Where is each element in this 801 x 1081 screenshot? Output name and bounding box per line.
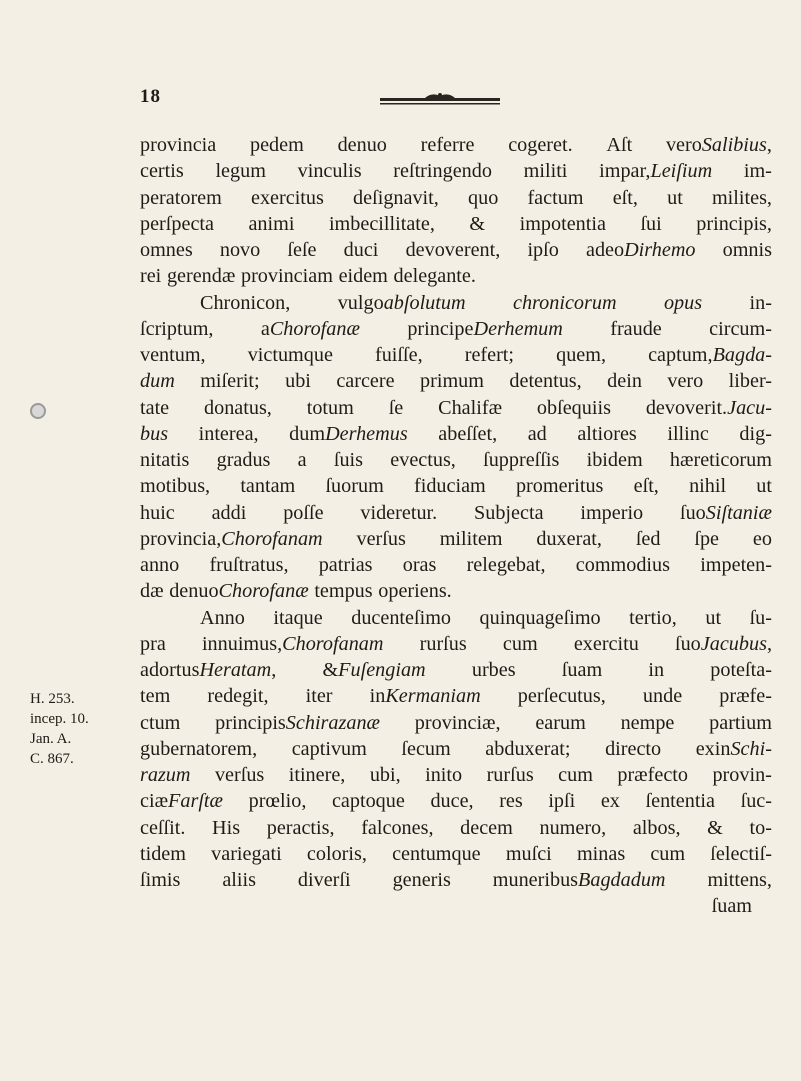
margin-note bbox=[30, 689, 89, 769]
word: præfe- bbox=[719, 685, 772, 708]
italic-word: bus bbox=[140, 422, 169, 445]
word: provin- bbox=[712, 764, 772, 786]
word: diverſi bbox=[297, 869, 351, 891]
word: im- bbox=[743, 160, 772, 183]
word: ſuc- bbox=[740, 790, 772, 813]
margin-note-line: C. 867. bbox=[30, 751, 74, 767]
word: evectus, bbox=[390, 449, 456, 471]
word: partium bbox=[709, 711, 772, 734]
word bbox=[666, 132, 767, 158]
word: redegit, bbox=[207, 685, 269, 708]
word: legum bbox=[215, 160, 266, 183]
word bbox=[202, 631, 384, 657]
word: hæreticorum bbox=[669, 449, 772, 471]
italic-word: Chorofanæ bbox=[218, 580, 309, 603]
word: rurſus bbox=[419, 632, 467, 655]
word: ipſi bbox=[548, 790, 576, 813]
word: to- bbox=[749, 816, 772, 839]
word: in bbox=[369, 685, 386, 708]
text-line bbox=[140, 526, 772, 552]
word: provincia bbox=[140, 134, 217, 156]
word: tate bbox=[140, 396, 170, 419]
margin-note-line: H. 253. bbox=[30, 691, 75, 707]
word: vinculis bbox=[297, 160, 362, 183]
text-line bbox=[140, 473, 772, 499]
text-line bbox=[140, 631, 772, 657]
word: motibus, bbox=[140, 475, 211, 498]
word: gubernatorem, bbox=[140, 737, 258, 760]
text-line bbox=[140, 263, 772, 289]
italic-word: Dirhemo bbox=[624, 239, 696, 261]
word: generis bbox=[392, 869, 451, 891]
word: unde bbox=[642, 685, 683, 708]
word: ſui bbox=[640, 212, 662, 235]
word: præfecto bbox=[617, 764, 688, 786]
word: imbecillitate, bbox=[328, 212, 435, 235]
word: ubi bbox=[285, 370, 311, 393]
word bbox=[140, 788, 223, 814]
word: directo bbox=[605, 737, 662, 760]
italic-word: Chorofanam bbox=[221, 527, 323, 550]
word: ſed bbox=[635, 527, 661, 550]
text-line bbox=[140, 736, 772, 762]
word: & bbox=[322, 659, 339, 681]
word: abduxerat; bbox=[485, 737, 571, 760]
word: Chalifæ bbox=[438, 396, 503, 419]
word: fraude bbox=[610, 317, 662, 340]
word: provinciæ, bbox=[414, 711, 501, 734]
word: nihil bbox=[689, 475, 727, 498]
word: ut bbox=[667, 186, 683, 209]
text-line bbox=[140, 578, 772, 604]
word: mittens, bbox=[707, 869, 772, 891]
text-line bbox=[140, 158, 772, 184]
word: numero, bbox=[539, 816, 607, 839]
word: principis bbox=[215, 711, 286, 734]
word: dum bbox=[289, 422, 326, 445]
word: gerendæ bbox=[166, 265, 236, 288]
word: res bbox=[499, 790, 523, 813]
word bbox=[675, 631, 767, 657]
word bbox=[493, 867, 666, 893]
word: ibidem bbox=[586, 449, 643, 471]
word: ſuppreſſis bbox=[483, 449, 560, 471]
word: Subjecta bbox=[474, 501, 544, 524]
word: ubi, bbox=[369, 764, 401, 786]
word: ut bbox=[756, 475, 772, 498]
word: rurſus bbox=[486, 764, 534, 786]
word: prœlio, bbox=[248, 790, 307, 813]
word: cogeret. bbox=[508, 134, 573, 156]
word: altiores bbox=[577, 422, 637, 445]
text-line bbox=[140, 841, 772, 867]
word: oras bbox=[402, 554, 437, 576]
text-line bbox=[140, 316, 772, 342]
word: provinciam bbox=[240, 265, 333, 288]
word: , bbox=[271, 659, 277, 681]
word: principe bbox=[407, 317, 474, 340]
word: perſpecta bbox=[140, 212, 214, 235]
word: ctum bbox=[140, 711, 181, 734]
italic-word: Derhemus bbox=[325, 422, 408, 445]
text-line bbox=[140, 605, 772, 631]
word: imperio bbox=[580, 501, 644, 524]
word: exin bbox=[695, 737, 731, 760]
word: quem, bbox=[556, 344, 607, 366]
italic-word: Kermaniam bbox=[385, 685, 481, 708]
word: peractis, bbox=[266, 816, 335, 839]
word bbox=[646, 395, 772, 421]
italic-word: Derhemum bbox=[473, 317, 563, 340]
word: & bbox=[707, 816, 723, 839]
word: centumque bbox=[392, 842, 481, 865]
word: dæ bbox=[140, 580, 164, 603]
word: verſus bbox=[214, 764, 265, 786]
word: ſecum bbox=[401, 737, 451, 760]
word bbox=[140, 657, 276, 683]
word: fiduciam bbox=[413, 475, 486, 498]
word: ipſo bbox=[527, 239, 559, 261]
word: innuimus, bbox=[201, 632, 283, 655]
word: & bbox=[469, 212, 486, 235]
word: ſententia bbox=[645, 790, 716, 813]
word: refert; bbox=[464, 344, 515, 366]
word bbox=[289, 421, 408, 447]
word: delegante. bbox=[393, 265, 476, 288]
italic-word: Salibius bbox=[701, 134, 767, 156]
word: ſpe bbox=[694, 527, 720, 550]
text-line bbox=[140, 788, 772, 814]
word: ad bbox=[527, 422, 547, 445]
text-line bbox=[140, 867, 772, 893]
word bbox=[215, 710, 380, 736]
word: ſuam bbox=[561, 659, 603, 681]
word: vero bbox=[665, 134, 702, 156]
word: commodius bbox=[575, 554, 670, 576]
word: circum- bbox=[709, 317, 772, 340]
word: principis, bbox=[696, 212, 772, 235]
italic-word: Schirazanæ bbox=[285, 711, 381, 734]
word: perſecutus, bbox=[517, 685, 606, 708]
word: in bbox=[648, 659, 665, 681]
word: adeo bbox=[585, 239, 625, 261]
word: albos, bbox=[632, 816, 681, 839]
word: coloris, bbox=[306, 842, 367, 865]
text-line bbox=[140, 683, 772, 709]
word bbox=[322, 657, 425, 683]
word: miſerit; bbox=[200, 370, 260, 393]
word: ſelectiſ- bbox=[710, 842, 772, 865]
word bbox=[169, 578, 308, 604]
italic-word: Chorofanam bbox=[282, 632, 384, 655]
word: factum bbox=[527, 186, 584, 209]
word: a bbox=[260, 317, 270, 340]
word: ventum, bbox=[140, 344, 206, 366]
word bbox=[407, 316, 563, 342]
word: quo bbox=[468, 186, 499, 209]
italic-word: Siſtaniæ bbox=[705, 501, 772, 524]
word: carcere bbox=[336, 370, 395, 393]
word: omnes bbox=[140, 239, 193, 261]
word: ſuam bbox=[711, 895, 752, 918]
word: captivum bbox=[291, 737, 367, 760]
word: militem bbox=[439, 527, 503, 550]
margin-spot bbox=[30, 403, 46, 419]
word: , bbox=[766, 134, 772, 156]
word: pra bbox=[140, 632, 166, 655]
italic-word: Chorofanæ bbox=[269, 317, 360, 340]
word: exercitu bbox=[573, 632, 639, 655]
italic-word: chronicorum bbox=[512, 291, 617, 314]
word: eſt, bbox=[633, 475, 659, 498]
word bbox=[666, 132, 772, 158]
word: obſequiis bbox=[536, 396, 611, 419]
body-text bbox=[140, 132, 772, 920]
word: poſſe bbox=[283, 501, 324, 524]
text-line bbox=[140, 552, 772, 578]
text-line bbox=[140, 447, 772, 473]
word: referre bbox=[420, 134, 475, 156]
word: ex bbox=[600, 790, 620, 813]
word: relegebat, bbox=[466, 554, 546, 576]
word: tantam bbox=[240, 475, 296, 498]
word: promeritus bbox=[515, 475, 604, 498]
word bbox=[586, 237, 696, 263]
text-line bbox=[140, 237, 772, 263]
text-line bbox=[140, 185, 772, 211]
word: tem bbox=[140, 685, 171, 708]
word: patrias bbox=[318, 554, 373, 576]
word: illinc bbox=[667, 422, 709, 445]
word: nempe bbox=[620, 711, 675, 734]
word: decem bbox=[460, 816, 513, 839]
word: cum bbox=[558, 764, 593, 786]
word: urbes bbox=[471, 659, 516, 681]
word: vulgo bbox=[337, 291, 384, 314]
italic-word: Bagdadum bbox=[578, 869, 666, 891]
word: totum bbox=[306, 396, 354, 419]
word: inito bbox=[425, 764, 463, 786]
word: variegati bbox=[211, 842, 282, 865]
header-ornament bbox=[380, 92, 500, 106]
italic-word: Schi- bbox=[730, 737, 772, 760]
word: ciæ bbox=[140, 790, 169, 813]
word: duxerat, bbox=[536, 527, 602, 550]
word: , bbox=[766, 632, 772, 655]
word: interea, bbox=[198, 422, 259, 445]
word: abeſſet, bbox=[438, 422, 498, 445]
word: ducenteſimo bbox=[351, 606, 452, 629]
word: muſci bbox=[505, 842, 552, 865]
word: milites, bbox=[711, 186, 772, 209]
word: verſus bbox=[356, 527, 406, 550]
word bbox=[675, 631, 772, 657]
word: ſeſe bbox=[287, 239, 317, 261]
word bbox=[261, 316, 360, 342]
word bbox=[370, 683, 481, 709]
word: itinere, bbox=[288, 764, 346, 786]
word bbox=[599, 158, 712, 184]
word bbox=[680, 500, 772, 526]
word: detentus, bbox=[509, 370, 582, 393]
word: ſuo bbox=[674, 632, 701, 655]
word: tempus bbox=[314, 580, 373, 603]
word: duce, bbox=[430, 790, 474, 813]
word bbox=[140, 657, 271, 683]
word: pedem bbox=[250, 134, 304, 156]
word: denuo bbox=[169, 580, 219, 603]
text-line bbox=[140, 368, 772, 394]
word: rei bbox=[140, 265, 162, 288]
word: quinquageſimo bbox=[479, 606, 601, 629]
italic-word: Leiſium bbox=[650, 160, 713, 183]
word bbox=[338, 290, 466, 316]
word: a bbox=[297, 449, 307, 471]
word: vero bbox=[667, 370, 704, 393]
word: itaque bbox=[273, 606, 323, 629]
text-line bbox=[140, 762, 772, 788]
margin-note-line: Jan. A. bbox=[30, 731, 72, 747]
word bbox=[648, 342, 772, 368]
word: militi bbox=[523, 160, 568, 183]
word: dein bbox=[607, 370, 642, 393]
word: fruſtratus, bbox=[209, 554, 289, 576]
word: denuo bbox=[337, 134, 387, 156]
word: novo bbox=[219, 239, 261, 261]
word: operiens. bbox=[378, 580, 452, 603]
word: liber- bbox=[728, 370, 772, 393]
word: fuiſſe, bbox=[374, 344, 423, 366]
text-line bbox=[140, 815, 772, 841]
page-number: 18 bbox=[140, 86, 161, 107]
word: tidem bbox=[140, 842, 186, 865]
word: anno bbox=[140, 554, 180, 576]
word: devoverit. bbox=[645, 396, 728, 419]
italic-word: abſolutum bbox=[383, 291, 466, 314]
word: videretur. bbox=[360, 501, 438, 524]
word: Chronicon, bbox=[200, 291, 291, 314]
italic-word: Heratam bbox=[199, 659, 272, 681]
text-line bbox=[140, 132, 772, 158]
text-line bbox=[140, 395, 772, 421]
word: poteſta- bbox=[710, 659, 772, 681]
word: ſuis bbox=[333, 449, 364, 471]
word bbox=[140, 526, 323, 552]
word: falcones, bbox=[361, 816, 434, 839]
text-line bbox=[140, 657, 772, 683]
word: exercitus bbox=[251, 186, 324, 209]
text-line bbox=[140, 421, 772, 447]
word: eſt, bbox=[612, 186, 638, 209]
word: dig- bbox=[739, 422, 772, 445]
text-line bbox=[140, 893, 772, 919]
word: His bbox=[212, 816, 241, 839]
word: ut bbox=[705, 606, 722, 629]
word: donatus, bbox=[204, 396, 272, 419]
text-line bbox=[140, 710, 772, 736]
word: gradus bbox=[216, 449, 271, 471]
word: eidem bbox=[338, 265, 388, 288]
text-line bbox=[140, 342, 772, 368]
word: nitatis bbox=[140, 449, 190, 471]
word: impeten- bbox=[700, 554, 772, 576]
word: provincia, bbox=[140, 527, 222, 550]
italic-word: opus bbox=[663, 291, 703, 314]
word: huic bbox=[140, 501, 175, 524]
word: peratorem bbox=[140, 186, 222, 209]
word bbox=[696, 736, 772, 762]
italic-word: Farſtæ bbox=[168, 790, 224, 813]
word: impotentia bbox=[519, 212, 606, 235]
word: deſignavit, bbox=[353, 186, 439, 209]
word: reſtringendo bbox=[393, 160, 492, 183]
word: captum, bbox=[648, 344, 713, 366]
italic-word: Fuſengiam bbox=[338, 659, 426, 681]
word: cum bbox=[650, 842, 686, 865]
word: eo bbox=[752, 527, 772, 550]
word: ſuo bbox=[679, 501, 706, 524]
word: minas bbox=[576, 842, 626, 865]
word: ceſſit. bbox=[140, 816, 186, 839]
word: Anno bbox=[200, 606, 245, 629]
word: earum bbox=[535, 711, 586, 734]
word: aliis bbox=[222, 869, 256, 891]
word: ſu- bbox=[749, 606, 772, 629]
text-line bbox=[140, 290, 772, 316]
word: addi bbox=[211, 501, 247, 524]
word: muneribus bbox=[492, 869, 579, 891]
word: animi bbox=[248, 212, 295, 235]
word: tertio, bbox=[629, 606, 677, 629]
word: impar, bbox=[599, 160, 651, 183]
word: adortus bbox=[140, 659, 200, 681]
word: primum bbox=[420, 370, 484, 393]
word: iter bbox=[305, 685, 333, 708]
word: Aſt bbox=[606, 134, 633, 156]
word: duci bbox=[343, 239, 379, 261]
word: ſcriptum, bbox=[140, 317, 214, 340]
word: victumque bbox=[247, 344, 333, 366]
text-line bbox=[140, 500, 772, 526]
word: captoque bbox=[331, 790, 405, 813]
italic-word: dum bbox=[140, 370, 175, 393]
margin-note-line: incep. 10. bbox=[30, 711, 89, 727]
word: omnis bbox=[722, 239, 772, 261]
text-line bbox=[140, 211, 772, 237]
word: ſimis bbox=[140, 869, 181, 891]
word: ſe bbox=[388, 396, 404, 419]
word: in- bbox=[749, 291, 772, 314]
word: certis bbox=[140, 160, 184, 183]
italic-word: Jacu- bbox=[727, 396, 772, 419]
word: ſuorum bbox=[325, 475, 384, 498]
italic-word: Bagda- bbox=[712, 344, 772, 366]
word: devoverent, bbox=[405, 239, 501, 261]
word: cum bbox=[502, 632, 538, 655]
italic-word: razum bbox=[140, 764, 191, 786]
italic-word: Jacubus bbox=[700, 632, 767, 655]
